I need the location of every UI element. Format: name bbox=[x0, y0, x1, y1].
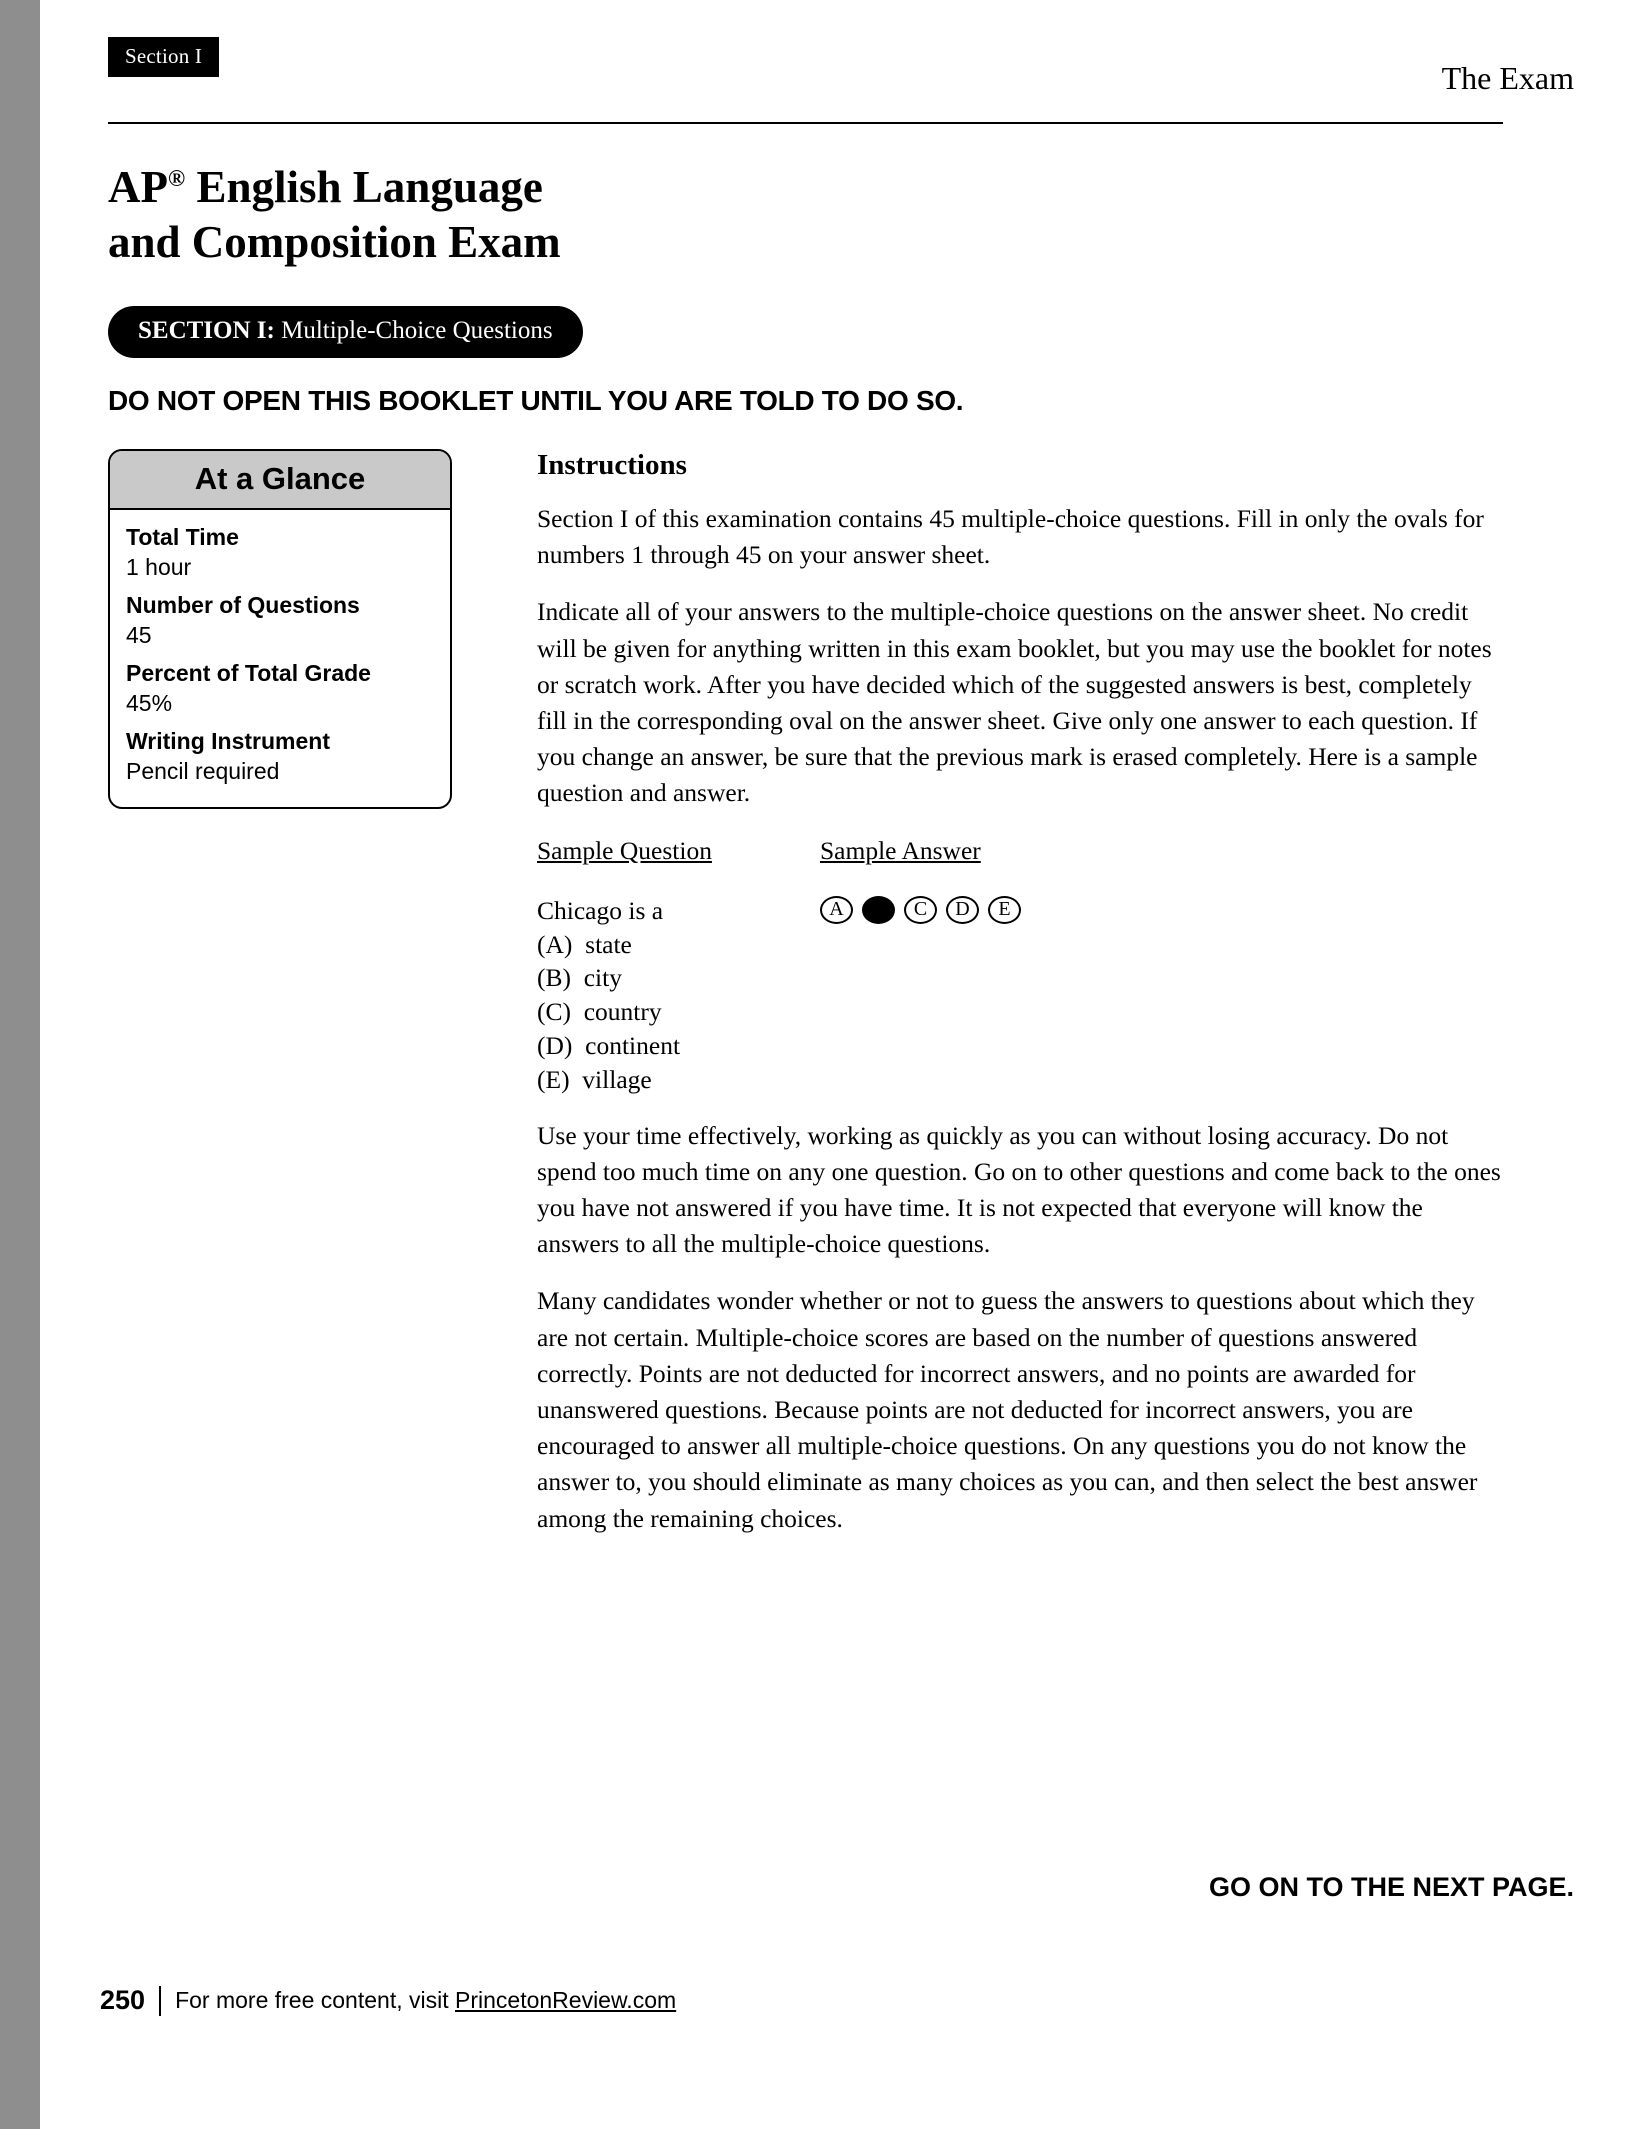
glance-label-total-time: Total Time bbox=[126, 524, 239, 550]
instructions-paragraph-4: Many candidates wonder whether or not to guess the answers to questions about which they are not certain. Multiple-choice scores are based on the number of questions answered correctly. Points are not deducted for incorrect answers, and no points are awarded for unanswered questions. Because points are not deducted for incorrect answers, you are encouraged to answer all multiple-choice questions. On any questions you do not know the answer to, you should eliminate as many choices as you can, and then select the best answer among the remaining choices. bbox=[537, 1286, 1478, 1533]
sample-question-label: Sample Question bbox=[537, 835, 712, 865]
answer-bubble-d[interactable]: D bbox=[946, 896, 979, 924]
answer-bubble-e[interactable]: E bbox=[988, 896, 1021, 924]
at-a-glance-header: At a Glance bbox=[110, 451, 450, 510]
answer-bubble-a[interactable]: A bbox=[820, 896, 853, 924]
page-edge-bar bbox=[0, 0, 40, 2129]
sample-labels-row bbox=[537, 836, 1503, 870]
footer-text-prefix: For more free content, visit bbox=[175, 1987, 455, 2013]
answer-bubble-b[interactable] bbox=[862, 896, 895, 924]
at-a-glance-body bbox=[110, 510, 450, 807]
instructions-paragraph-1: Section I of this examination contains 45 multiple-choice questions. Fill in only the ovals for numbers 1 through 45 on your answer sheet. bbox=[537, 504, 1484, 570]
glance-value-percent-of-total-grade: 45% bbox=[126, 690, 173, 716]
exam-title-line1-pre: AP bbox=[108, 162, 168, 212]
section-tab: Section I bbox=[108, 37, 219, 77]
exam-title-line2: and Composition Exam bbox=[108, 216, 561, 267]
glance-label-writing-instrument: Writing Instrument bbox=[126, 728, 331, 754]
exam-title-line1-post: English Language bbox=[185, 162, 543, 212]
section-banner-bold: SECTION I: bbox=[138, 317, 275, 344]
registered-mark: ® bbox=[168, 166, 186, 191]
page-number: 250 bbox=[100, 1985, 146, 2015]
page-footer bbox=[100, 1985, 676, 2016]
sample-answer-bubbles bbox=[820, 896, 1021, 924]
page-title bbox=[108, 160, 1008, 270]
sample-question-block bbox=[537, 894, 1503, 1095]
header-divider bbox=[108, 122, 1503, 124]
at-a-glance-box bbox=[108, 449, 452, 809]
sample-answer-label: Sample Answer bbox=[820, 835, 981, 865]
section-banner bbox=[108, 306, 583, 358]
glance-value-writing-instrument: Pencil required bbox=[126, 758, 280, 784]
do-not-open-notice: DO NOT OPEN THIS BOOKLET UNTIL YOU ARE TOLD TO DO SO. bbox=[108, 385, 964, 416]
sample-option-c: (C) country bbox=[537, 997, 662, 1027]
page-content bbox=[40, 0, 1642, 2129]
instructions-column bbox=[537, 449, 1503, 1558]
instructions-paragraph-2: Indicate all of your answers to the multiple-choice questions on the answer sheet. No credit will be given for anything written in this exam booklet, but you may use the booklet for notes or scratch work. After you have decided which of the suggested answers is best, completely fill in the corresponding oval on the answer sheet. Give only one answer to each question. If you change an answer, be sure that the previous mark is erased completely. Here is a sample question and answer. bbox=[537, 597, 1492, 808]
glance-label-number-of-questions: Number of Questions bbox=[126, 592, 360, 618]
sample-option-e: (E) village bbox=[537, 1065, 652, 1095]
instructions-paragraph-3: Use your time effectively, working as quickly as you can without losing accuracy. Do not spend too much time on any one question. Go on to other questions and come back to the ones you have not answered if you have time. It is not expected that everyone will know the answers to all the multiple-choice questions. bbox=[537, 1120, 1501, 1259]
sample-stem: Chicago is a bbox=[537, 895, 664, 925]
sample-option-b: (B) city bbox=[537, 963, 622, 993]
footer-link[interactable]: PrincetonReview.com bbox=[455, 1987, 677, 2013]
instructions-heading: Instructions bbox=[537, 449, 687, 481]
sample-question-text bbox=[537, 894, 680, 1097]
sample-option-a: (A) state bbox=[537, 929, 632, 959]
footer-divider bbox=[159, 1986, 161, 2016]
glance-value-number-of-questions: 45 bbox=[126, 622, 152, 648]
header-title: The Exam bbox=[1441, 60, 1574, 96]
go-on-notice: GO ON TO THE NEXT PAGE. bbox=[1208, 1872, 1574, 1902]
section-banner-rest: Multiple-Choice Questions bbox=[274, 317, 553, 344]
glance-label-percent-of-total-grade: Percent of Total Grade bbox=[126, 660, 371, 686]
footer-text bbox=[175, 1987, 676, 2014]
answer-bubble-c[interactable]: C bbox=[904, 896, 937, 924]
sample-option-d: (D) continent bbox=[537, 1031, 681, 1061]
glance-value-total-time: 1 hour bbox=[126, 554, 192, 580]
